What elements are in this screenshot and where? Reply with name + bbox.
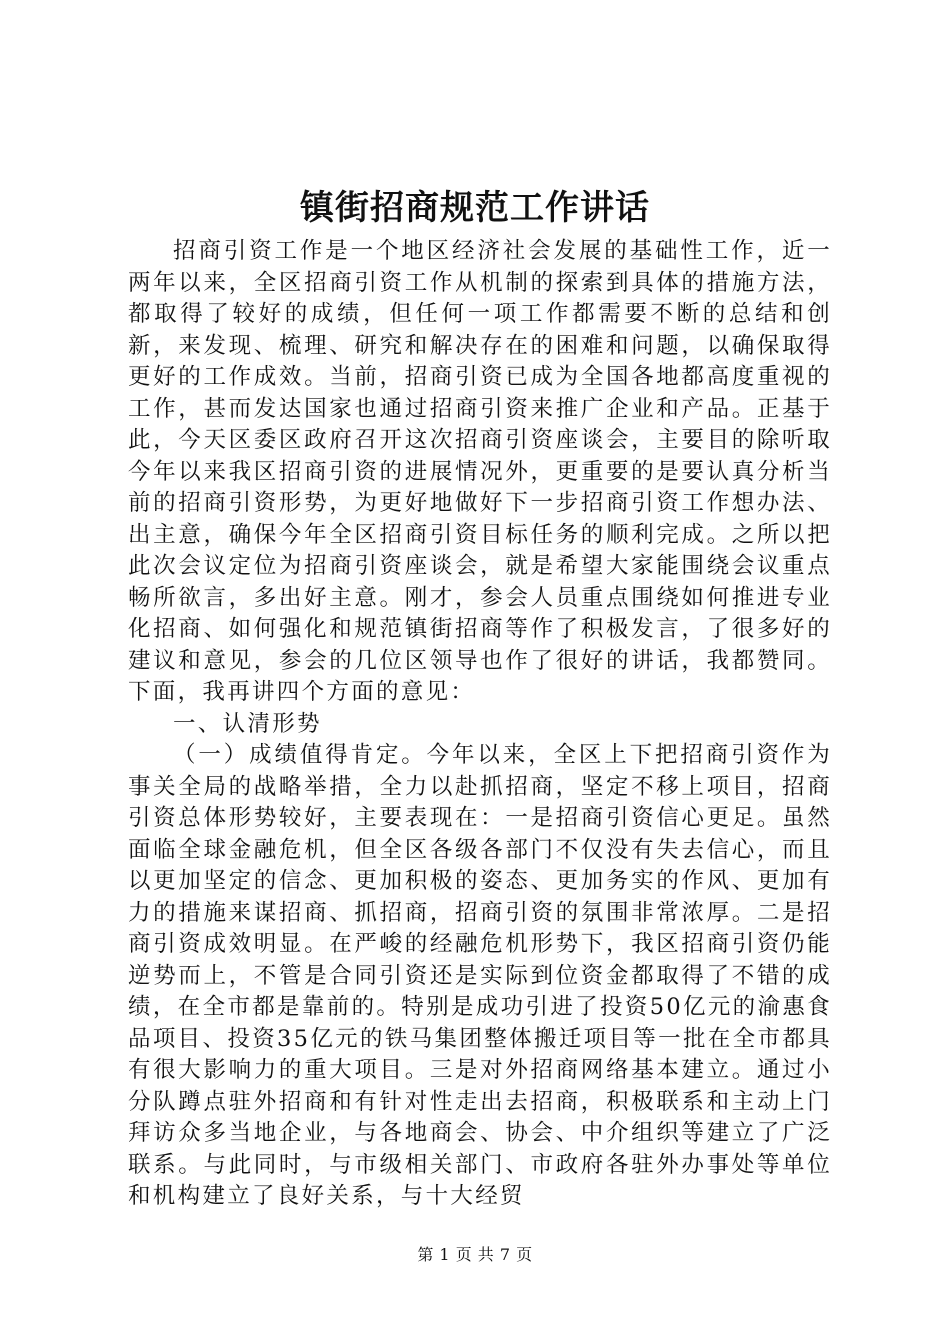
document-title: 镇街招商规范工作讲话 (300, 188, 650, 228)
section-heading-1: 一、认清形势 (173, 710, 322, 737)
page-number-footer: 第 1 页 共 7 页 (417, 1245, 533, 1264)
body-paragraph-achievements: （一）成绩值得肯定。今年以来，全区上下把招商引资作为事关全局的战略举措，全力以赴抓招商，坚定不移上项目，招商引资总体形势较好，主要表现在：一是招商引资信心更足。虽然面临全球金融危机，但全区各级各部门不仅没有失去信心，而且以更加坚定的信念、更加积极的姿态、更加务实的作风、更加有力的措施来谋招商、抓招商，招商引资的氛围非常浓厚。二是招商引资成效明显。在严峻的经融危机形势下，我区招商引资仍能逆势而上，不管是合同引资还是实际到位资金都取得了不错的成绩，在全市都是靠前的。特别是成功引进了投资50亿元的渝惠食品项目、投资35亿元的铁马集团整体搬迁项目等一批在全市都具有很大影响力的重大项目。三是对外招商网络基本建立。通过小分队蹲点驻外招商和有针对性走出去招商，积极联系和主动上门拜访众多当地企业，与各地商会、协会、中介组织等建立了广泛联系。与此同时，与市级相关部门、市政府各驻外办事处等单位和机构建立了良好关系，与十大经贸 (128, 742, 832, 1209)
body-paragraph-intro: 招商引资工作是一个地区经济社会发展的基础性工作，近一两年以来，全区招商引资工作从机制的探索到具体的措施方法，都取得了较好的成绩，但任何一项工作都需要不断的总结和创新，来发现、梳理、研究和解决存在的困难和问题，以确保取得更好的工作成效。当前，招商引资已成为全国各地都高度重视的工作，甚而发达国家也通过招商引资来推广企业和产品。正基于此，今天区委区政府召开这次招商引资座谈会，主要目的除听取今年以来我区招商引资的进展情况外，更重要的是要认真分析当前的招商引资形势，为更好地做好下一步招商引资工作想办法、出主意，确保今年全区招商引资目标任务的顺利完成。之所以把此次会议定位为招商引资座谈会，就是希望大家能围绕会议重点畅所欲言，多出好主意。刚才，参会人员重点围绕如何推进专业化招商、如何强化和规范镇街招商等作了积极发言，了很多好的建议和意见，参会的几位区领导也作了很好的讲话，我都赞同。下面，我再讲四个方面的意见： (128, 238, 832, 705)
document-body (128, 236, 832, 1213)
